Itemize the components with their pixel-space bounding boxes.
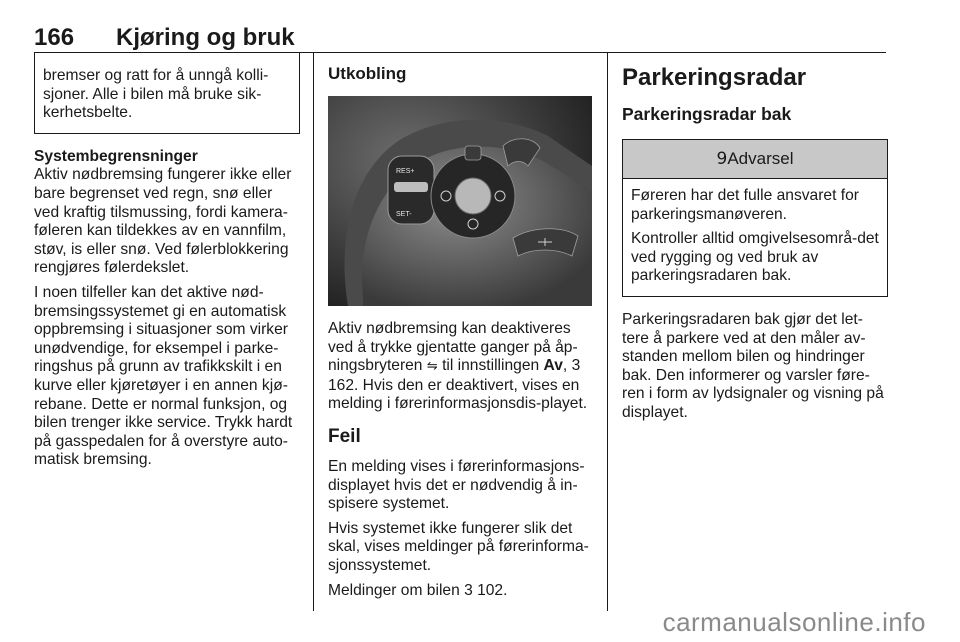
column-divider-left (313, 53, 314, 611)
fault-paragraph-2: Hvis systemet ikke fungerer slik det skal, vises meldinger på førerinforma-sjonssystemet. (328, 519, 589, 574)
warning-paragraph-1: Føreren har det fulle ansvaret for parkeringsmanøveren. (631, 187, 859, 223)
warning-paragraph-2: Kontroller alltid omgivelsesområ-det ved rygging og ved bruk av parkeringsradaren bak. (631, 230, 879, 285)
column-right (622, 64, 888, 429)
deactivation-text-ref: 3 162. Hvis den er deaktivert, vises en melding i førerinformasjonsdis-playet. (328, 357, 588, 413)
warning-box (622, 139, 888, 297)
warning-continued-text: bremser og ratt for å unngå kolli-sjoner. Alle i bilen må bruke sik-kerhetsbelte. (43, 67, 269, 122)
watermark: carmanualsonline.info (662, 607, 926, 637)
wheel-label-set: SET- (396, 211, 412, 218)
column-divider-right (607, 53, 608, 611)
limitations-section (34, 148, 300, 470)
deactivation-text-3: , (562, 357, 568, 375)
fault-heading: Feil (328, 425, 361, 447)
parking-radar-heading: Parkeringsradar (622, 64, 807, 91)
parking-radar-section (622, 311, 888, 423)
column-left (34, 53, 300, 476)
wheel-label-res: RES+ (396, 168, 415, 175)
collision-switch-icon: ⇋ (426, 359, 438, 375)
fault-section (328, 458, 594, 600)
warning-body (623, 179, 887, 296)
limitations-heading: Systembegrensninger (34, 147, 198, 165)
lane-assist-button-icon (465, 146, 481, 160)
warning-continued-box (34, 53, 300, 134)
steering-wheel-illustration (328, 96, 592, 306)
deactivation-text-2: til innstillingen (442, 357, 540, 375)
deactivation-paragraph (328, 320, 594, 414)
parking-radar-paragraph: Parkeringsradaren bak gjør det let-tere å parkere ved at den måler av-standen mellom bilen og hindringer bak. Den informerer og varsler føre-ren i form av lydsignaler og visning på displayet. (622, 310, 884, 421)
deactivation-text-1: Aktiv nødbremsing kan deaktiveres ved å trykke gjentatte ganger på åp-ningsbryteren (328, 320, 578, 375)
fault-paragraph-3: Meldinger om bilen 3 102. (328, 581, 508, 599)
warning-header (623, 140, 887, 179)
warning-triangle-icon: 9 (716, 149, 728, 169)
page-title: Kjøring og bruk (116, 24, 295, 51)
steering-wheel-figure (328, 96, 592, 306)
limitations-paragraph-2: I noen tilfeller kan det aktive nød-bremsingssystemet gi en automatisk oppbremsing i situasjoner som virker unødvendige, for eksempel i parke-ringshus på grunn av trafikkskilt i en kurve eller kjøretøyer i en annen kjø-rebane. Dette er normal funksjon, og bilen trenger ikke service. Trykk hardt på gasspedalen for å overstyre auto-matisk bremsing. (34, 283, 293, 469)
setting-off-label: Av (543, 357, 563, 375)
deactivation-heading: Utkobling (328, 64, 407, 83)
warning-title: Advarsel (727, 149, 794, 168)
rear-parking-radar-heading: Parkeringsradar bak (622, 104, 792, 124)
limitations-paragraph-1: Aktiv nødbremsing fungerer ikke eller bare begrenset ved regn, snø eller ved kraftig tilsmussing, fordi kamera-føleren kan tildekkes av en vannfilm, støv, is eller snø. Ved følerblokkering rengjøres følerdekslet. (34, 166, 292, 277)
column-middle (328, 64, 594, 606)
deactivation-section (328, 320, 594, 414)
page-number: 166 (34, 24, 75, 51)
fault-paragraph-1: En melding vises i førerinformasjons-displayet hvis det er nødvendig å in-spisere systemet. (328, 457, 585, 513)
